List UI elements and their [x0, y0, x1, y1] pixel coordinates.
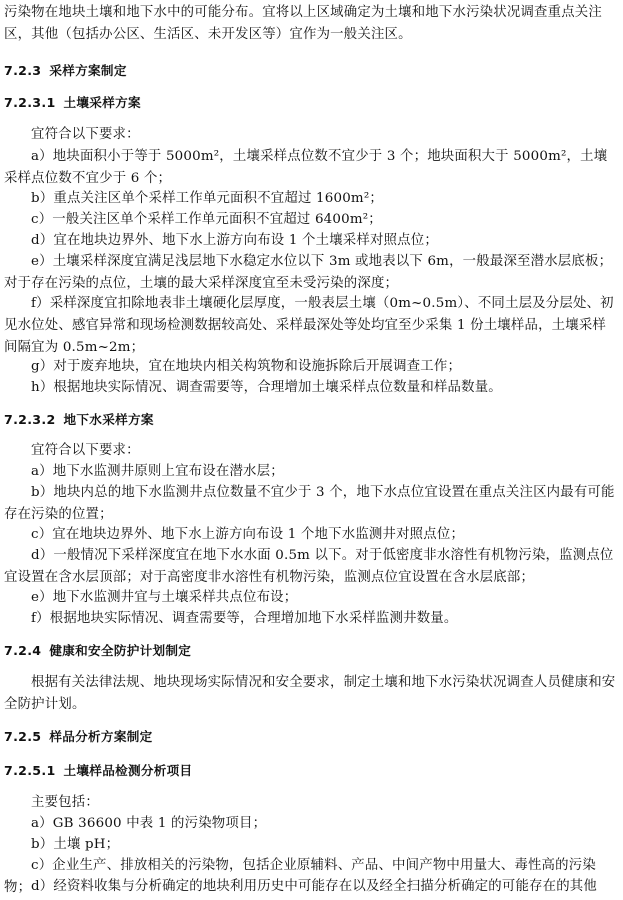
- soil-item-f: f）采样深度宜扣除地表非土壤硬化层厚度，一般表层土壤（0m~0.5m）、不同土层及分层处、初见水位处、感官异常和现场检测数据较高处、采样最深处等处均宜至少采集 1 份土壤样品，土壤采样间隔宜为 0.5m~2m；: [4, 296, 614, 355]
- soil-item-e: e）土壤采样深度宜满足浅层地下水稳定水位以下 3m 或地表以下 6m，一般最深至潜水层底板；对于存在污染的点位，土壤的最大采样深度宜至未受污染的深度；: [4, 254, 613, 291]
- analysis-item-d: d）经资料收集与分析确定的地块利用历史中可能存在以及经全扫描分析确定的可能存在的其他: [31, 879, 597, 894]
- heading-7-2-5-1: [4, 760, 618, 782]
- section-number: 7.2.3.2: [4, 412, 56, 427]
- section-number: 7.2.4: [4, 643, 42, 658]
- analysis-item-b: b）土壤 pH；: [31, 837, 120, 852]
- analysis-item-a: a）GB 36600 中表 1 的污染物项目；: [31, 816, 267, 831]
- analysis-lead: 主要包括：: [31, 795, 99, 810]
- heading-7-2-4: [4, 640, 618, 662]
- soil-item-g: g）对于废弃地块，宜在地块内相关构筑物和设施拆除后开展调查工作；: [31, 359, 462, 374]
- groundwater-item-f: f）根据地块实际情况、调查需要等，合理增加地下水采样监测井数量。: [31, 611, 458, 626]
- section-title: 土壤采样方案: [63, 95, 141, 110]
- groundwater-item-b: b）地块内总的地下水监测井点位数量不宜少于 3 个，地下水点位宜设置在重点关注区内最有可能存在污染的位置；: [4, 485, 615, 522]
- groundwater-item-a: a）地下水监测井原则上宜布设在潜水层；: [31, 464, 284, 479]
- intro-paragraph: 污染物在地块土壤和地下水中的可能分布。宜将以上区域确定为土壤和地下水污染状况调查重点关注区，其他（包括办公区、生活区、未开发区等）宜作为一般关注区。: [4, 5, 602, 42]
- section-number: 7.2.3.1: [4, 95, 56, 110]
- section-title: 采样方案制定: [49, 63, 127, 78]
- groundwater-item-c: c）宜在地块边界外、地下水上游方向布设 1 个地下水监测井对照点位；: [31, 527, 465, 542]
- soil-lead: 宜符合以下要求：: [31, 127, 140, 142]
- heading-7-2-3-2: [4, 409, 618, 431]
- soil-item-a: a）地块面积小于等于 5000m²，土壤采样点位数不宜少于 3 个；地块面积大于 5000m²，土壤采样点位数不宜少于 6 个；: [4, 149, 608, 186]
- soil-item-b: b）重点关注区单个采样工作单元面积不宜超过 1600m²；: [31, 191, 383, 206]
- heading-7-2-3-1: [4, 92, 618, 114]
- section-title: 地下水采样方案: [63, 412, 154, 427]
- analysis-item-c: c）企业生产、排放相关的污染物，包括企业原辅料、产品、中间产物中用量大、毒性高的污染物；: [4, 858, 596, 895]
- section-number: 7.2.5.1: [4, 763, 56, 778]
- groundwater-item-d: d）一般情况下采样深度宜在地下水水面 0.5m 以下。对于低密度非水溶性有机物污染，监测点位宜设置在含水层顶部；对于高密度非水溶性有机物污染，监测点位宜设置在含水层底部；: [4, 548, 614, 585]
- section-title: 样品分析方案制定: [49, 729, 153, 744]
- groundwater-item-e: e）地下水监测井宜与土壤采样共点位布设；: [31, 590, 298, 605]
- soil-item-c: c）一般关注区单个采样工作单元面积不宜超过 6400m²；: [31, 212, 382, 227]
- section-title: 土壤样品检测分析项目: [63, 763, 193, 778]
- section-number: 7.2.3: [4, 63, 42, 78]
- soil-item-d: d）宜在地块边界外、地下水上游方向布设 1 个土壤采样对照点位；: [31, 233, 438, 248]
- groundwater-lead: 宜符合以下要求：: [31, 443, 140, 458]
- section-number: 7.2.5: [4, 729, 42, 744]
- heading-7-2-3: [4, 60, 618, 82]
- section-title: 健康和安全防护计划制定: [49, 643, 192, 658]
- heading-7-2-5: [4, 726, 618, 748]
- soil-item-h: h）根据地块实际情况、调查需要等，合理增加土壤采样点位数量和样品数量。: [31, 380, 502, 395]
- safety-paragraph: 根据有关法律法规、地块现场实际情况和安全要求，制定土壤和地下水污染状况调查人员健康和安全防护计划。: [4, 675, 616, 712]
